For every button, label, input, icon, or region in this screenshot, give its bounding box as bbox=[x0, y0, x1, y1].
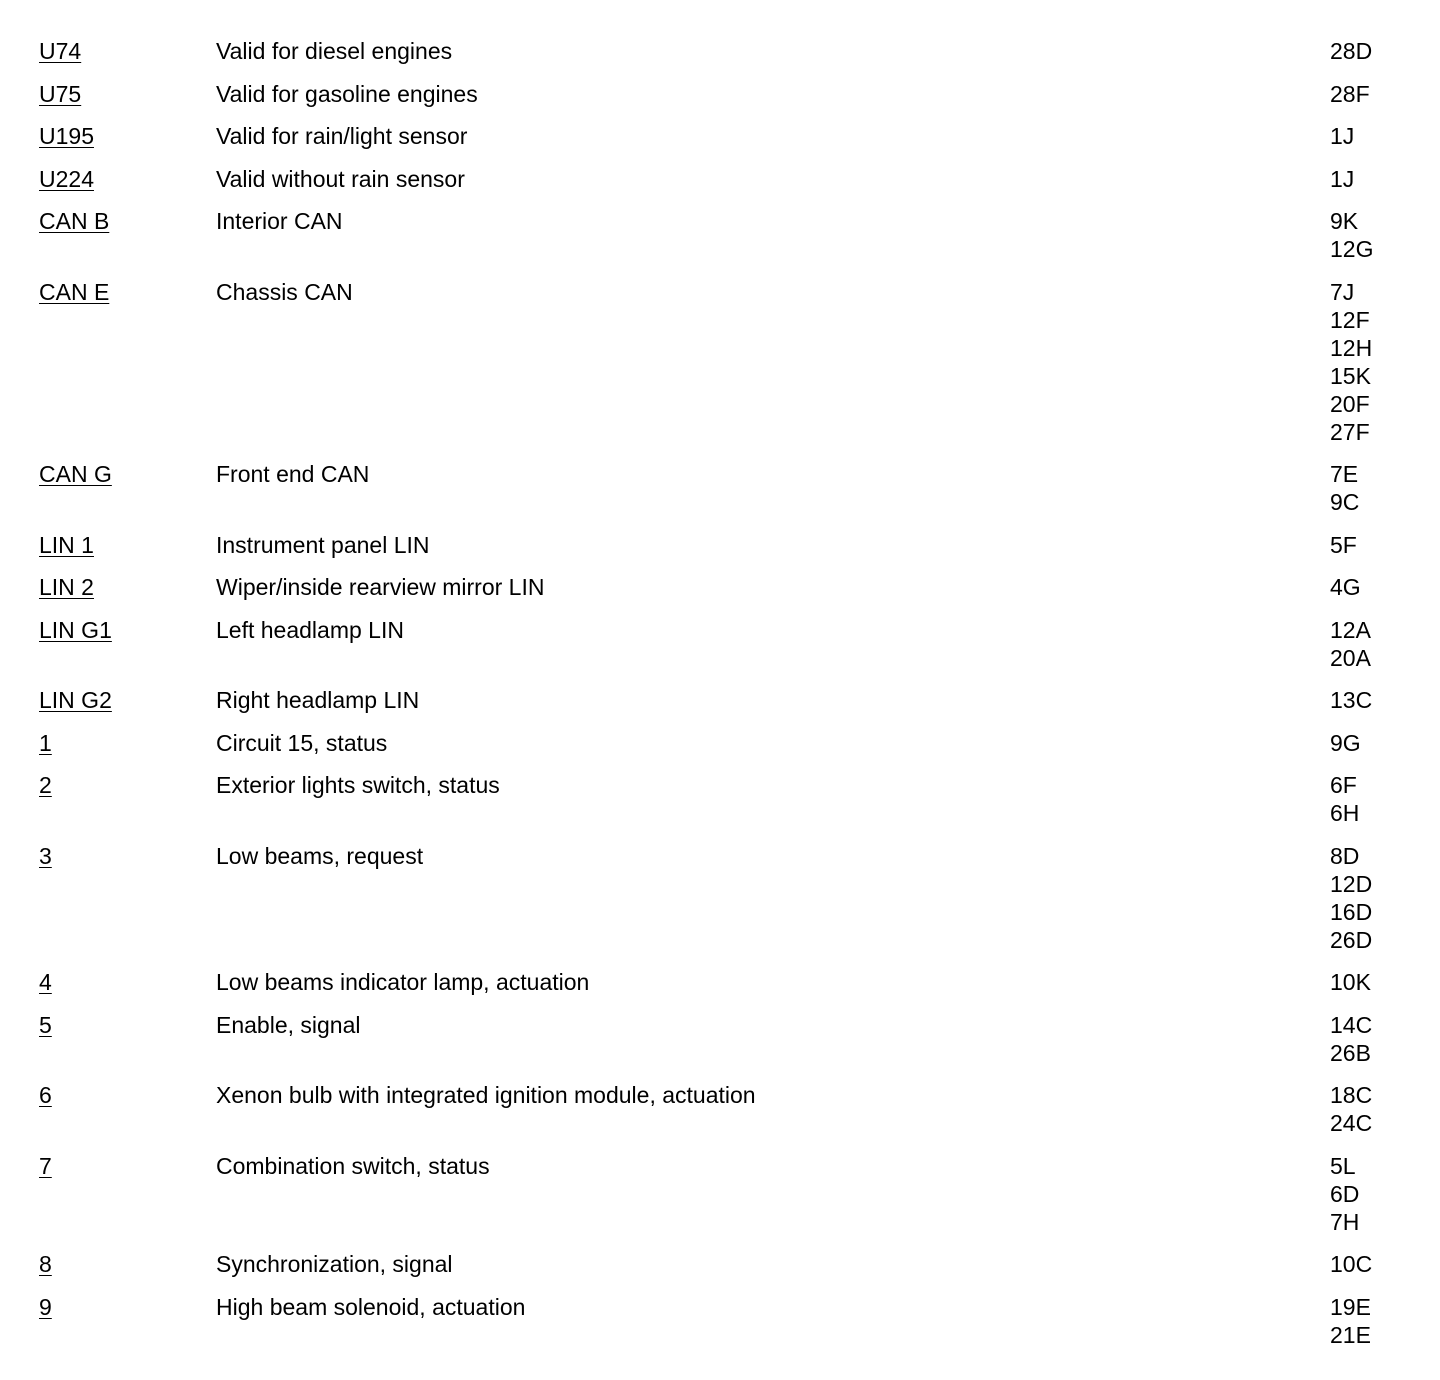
legend-row bbox=[39, 573, 1399, 601]
grid-reference: 9K bbox=[1330, 208, 1359, 234]
legend-grid-refs bbox=[1330, 771, 1359, 827]
legend-code: 5 bbox=[39, 1011, 52, 1038]
grid-reference: 16D bbox=[1330, 898, 1373, 925]
legend-row bbox=[39, 1081, 1399, 1137]
grid-reference: 12F bbox=[1330, 306, 1370, 333]
legend-grid-refs bbox=[1330, 1081, 1372, 1137]
grid-reference: 13C bbox=[1330, 687, 1373, 713]
legend-grid-refs bbox=[1330, 37, 1372, 65]
legend-row bbox=[39, 729, 1399, 757]
legend-row bbox=[39, 165, 1399, 193]
legend-description: High beam solenoid, actuation bbox=[216, 1293, 526, 1320]
legend-grid-refs bbox=[1330, 729, 1361, 757]
grid-reference: 1J bbox=[1330, 165, 1355, 192]
legend-code: U74 bbox=[39, 38, 82, 64]
grid-reference: 19E bbox=[1330, 1293, 1371, 1320]
legend-description: Low beams indicator lamp, actuation bbox=[216, 969, 590, 995]
grid-reference: 12D bbox=[1330, 870, 1373, 897]
grid-reference: 28F bbox=[1330, 80, 1370, 107]
legend-description: Valid for diesel engines bbox=[216, 38, 453, 64]
legend-grid-refs bbox=[1330, 1152, 1359, 1236]
legend-code: LIN G1 bbox=[39, 616, 112, 643]
legend-grid-refs bbox=[1330, 1293, 1371, 1349]
legend-description: Chassis CAN bbox=[216, 278, 353, 305]
grid-reference: 6D bbox=[1330, 1180, 1360, 1207]
grid-reference: 27F bbox=[1330, 418, 1370, 445]
grid-reference: 18C bbox=[1330, 1082, 1373, 1108]
grid-reference: 24C bbox=[1330, 1110, 1373, 1136]
grid-reference: 9G bbox=[1330, 729, 1361, 756]
legend-description: Left headlamp LIN bbox=[216, 616, 404, 643]
legend-row bbox=[39, 122, 1399, 150]
legend-code: 3 bbox=[39, 842, 52, 869]
grid-reference: 21E bbox=[1330, 1321, 1371, 1348]
legend-code: CAN G bbox=[39, 461, 112, 487]
legend-row bbox=[39, 616, 1399, 672]
grid-reference: 4G bbox=[1330, 574, 1361, 600]
legend-code: LIN 2 bbox=[39, 574, 94, 600]
grid-reference: 1J bbox=[1330, 123, 1355, 149]
grid-reference: 6F bbox=[1330, 772, 1357, 798]
legend-code: U195 bbox=[39, 123, 94, 149]
grid-reference: 5F bbox=[1330, 531, 1357, 558]
legend-code: 1 bbox=[39, 729, 52, 756]
legend-row bbox=[39, 1293, 1399, 1349]
grid-reference: 15K bbox=[1330, 362, 1371, 389]
legend-description: Instrument panel LIN bbox=[216, 531, 430, 558]
legend-grid-refs bbox=[1330, 207, 1373, 263]
legend-description: Valid for rain/light sensor bbox=[216, 123, 468, 149]
legend-row bbox=[39, 531, 1399, 559]
legend-description: Front end CAN bbox=[216, 461, 370, 487]
grid-reference: 7E bbox=[1330, 461, 1359, 487]
legend-code: 9 bbox=[39, 1293, 52, 1320]
legend-table bbox=[39, 37, 1399, 1363]
legend-grid-refs bbox=[1330, 573, 1361, 601]
grid-reference: 26D bbox=[1330, 926, 1373, 953]
grid-reference: 12H bbox=[1330, 334, 1373, 361]
legend-code: 6 bbox=[39, 1082, 52, 1108]
legend-description: Valid for gasoline engines bbox=[216, 80, 478, 107]
legend-row bbox=[39, 37, 1399, 65]
legend-code: U75 bbox=[39, 80, 82, 107]
legend-row bbox=[39, 842, 1399, 954]
legend-description: Combination switch, status bbox=[216, 1152, 490, 1179]
legend-row bbox=[39, 1011, 1399, 1067]
legend-code: 4 bbox=[39, 969, 52, 995]
legend-grid-refs bbox=[1330, 278, 1372, 446]
legend-code: U224 bbox=[39, 165, 94, 192]
legend-code: CAN E bbox=[39, 278, 110, 305]
grid-reference: 14C bbox=[1330, 1011, 1373, 1038]
legend-row bbox=[39, 1250, 1399, 1278]
legend-code: LIN 1 bbox=[39, 531, 94, 558]
legend-description: Right headlamp LIN bbox=[216, 687, 420, 713]
grid-reference: 8D bbox=[1330, 842, 1360, 869]
legend-description: Valid without rain sensor bbox=[216, 165, 465, 192]
legend-grid-refs bbox=[1330, 531, 1357, 559]
legend-grid-refs bbox=[1330, 460, 1359, 516]
legend-row bbox=[39, 207, 1399, 263]
grid-reference: 6H bbox=[1330, 800, 1360, 826]
legend-grid-refs bbox=[1330, 968, 1371, 996]
legend-description: Exterior lights switch, status bbox=[216, 772, 500, 798]
grid-reference: 20F bbox=[1330, 390, 1370, 417]
legend-grid-refs bbox=[1330, 842, 1372, 954]
legend-grid-refs bbox=[1330, 80, 1370, 108]
legend-description: Xenon bulb with integrated ignition module, actuation bbox=[216, 1082, 756, 1108]
grid-reference: 26B bbox=[1330, 1039, 1371, 1066]
legend-row bbox=[39, 1152, 1399, 1236]
grid-reference: 7H bbox=[1330, 1208, 1360, 1235]
legend-row bbox=[39, 771, 1399, 827]
legend-code: 2 bbox=[39, 772, 52, 798]
legend-grid-refs bbox=[1330, 165, 1354, 193]
legend-description: Low beams, request bbox=[216, 842, 424, 869]
grid-reference: 10C bbox=[1330, 1251, 1373, 1277]
legend-description: Interior CAN bbox=[216, 208, 343, 234]
legend-description: Wiper/inside rearview mirror LIN bbox=[216, 574, 545, 600]
grid-reference: 7J bbox=[1330, 278, 1355, 305]
grid-reference: 9C bbox=[1330, 489, 1360, 515]
legend-grid-refs bbox=[1330, 1011, 1372, 1067]
legend-description: Enable, signal bbox=[216, 1011, 361, 1038]
legend-row bbox=[39, 460, 1399, 516]
legend-code: 8 bbox=[39, 1251, 52, 1277]
grid-reference: 10K bbox=[1330, 969, 1371, 995]
legend-grid-refs bbox=[1330, 686, 1372, 714]
legend-grid-refs bbox=[1330, 1250, 1372, 1278]
grid-reference: 20A bbox=[1330, 644, 1371, 671]
legend-row bbox=[39, 686, 1399, 714]
legend-description: Synchronization, signal bbox=[216, 1251, 453, 1277]
legend-row bbox=[39, 80, 1399, 108]
grid-reference: 12G bbox=[1330, 236, 1374, 262]
legend-row bbox=[39, 278, 1399, 446]
legend-grid-refs bbox=[1330, 122, 1354, 150]
legend-description: Circuit 15, status bbox=[216, 729, 388, 756]
legend-row bbox=[39, 968, 1399, 996]
legend-code: CAN B bbox=[39, 208, 110, 234]
grid-reference: 28D bbox=[1330, 38, 1373, 64]
legend-code: LIN G2 bbox=[39, 687, 112, 713]
grid-reference: 5L bbox=[1330, 1152, 1356, 1179]
legend-grid-refs bbox=[1330, 616, 1371, 672]
grid-reference: 12A bbox=[1330, 616, 1371, 643]
legend-code: 7 bbox=[39, 1152, 52, 1179]
